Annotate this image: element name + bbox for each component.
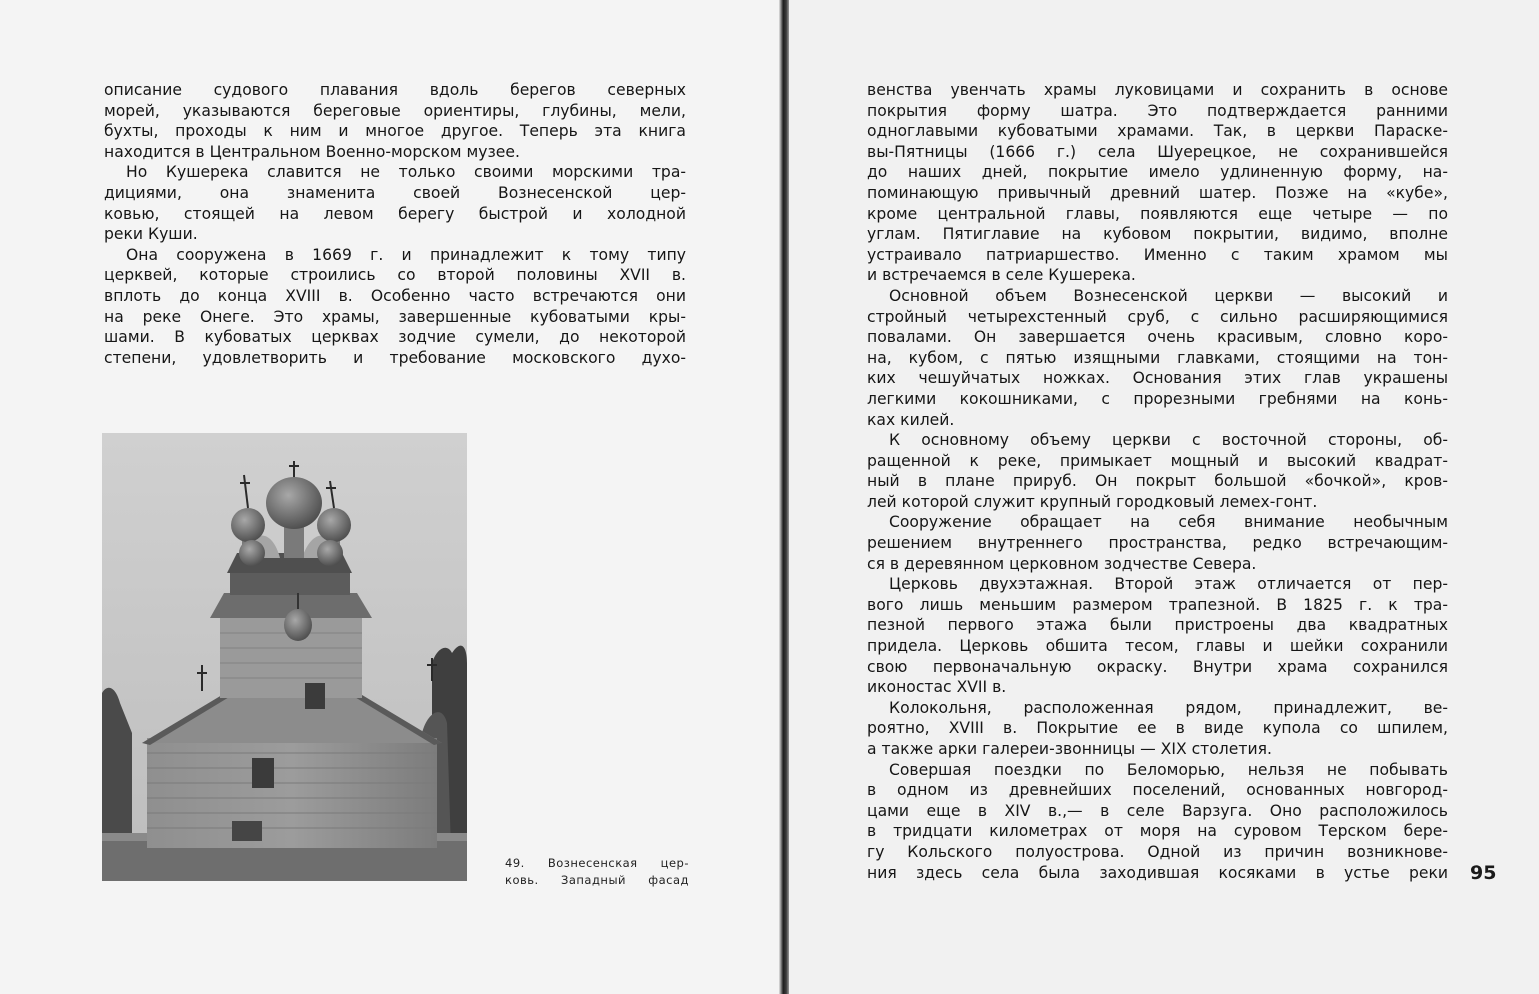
text-line: ния здесь села была заходившая косяками в устье реки (867, 863, 1448, 882)
text-line: ся в деревянном церковном зодчестве Севера. (867, 554, 1257, 573)
text-line: решением внутреннего пространства, редко встречающим- (867, 534, 1448, 553)
text-line: иконостас XVII в. (867, 678, 1007, 697)
text-line: вплоть до конца XVIII в. Особенно часто встречаются они (104, 286, 686, 305)
text-line: придела. Церковь обшита тесом, главы и шейки сохранили (867, 637, 1448, 656)
text-line: церквей, которые строились со второй половины XVII в. (104, 266, 686, 285)
text-line: на реке Онеге. Это храмы, завершенные кубоватыми кры- (104, 307, 686, 326)
text-line: ковью, стоящей на левом берегу быстрой и холодной (104, 204, 686, 223)
text-line: ращенной к реке, примыкает мощный и высокий квадрат- (867, 451, 1448, 470)
text-line: в одном из древнейших поселений, основанных новгород- (867, 781, 1448, 800)
text-line: Совершая поездки по Беломорью, нельзя не побывать (889, 760, 1448, 779)
text-line: одноглавыми кубоватыми храмами. Так, в церкви Параске- (867, 122, 1448, 141)
text-line: роятно, XVIII в. Покрытие ее в виде купола со шпилем, (867, 719, 1448, 738)
text-line: покрытия форму шатра. Это подтверждается ранними (867, 101, 1448, 120)
text-line: бухты, проходы к ним и многое другое. Теперь эта книга (104, 122, 686, 141)
right-page-text (867, 80, 1448, 883)
text-line: углам. Пятиглавие на кубовом покрытии, видимо, вполне (867, 225, 1448, 244)
text-line: до наших дней, покрытие имело удлиненную форму, на- (867, 163, 1448, 182)
text-line: венства увенчать храмы луковицами и сохранить в основе (867, 81, 1448, 99)
text-line: Церковь двухэтажная. Второй этаж отличается от пер- (889, 575, 1448, 594)
text-line: дициями, она знаменита своей Вознесенской цер- (104, 183, 686, 202)
text-line: Она сооружена в 1669 г. и принадлежит к тому типу (126, 245, 686, 264)
text-line: вого лишь меньшим размером трапезной. В 1825 г. к тра- (867, 595, 1448, 614)
left-page-text (104, 80, 686, 368)
text-line: ный в плане прируб. Он покрыт большой «бочкой», кров- (867, 472, 1448, 491)
text-line: ках килей. (867, 410, 955, 429)
text-line: кроме центральной главы, появляются еще четыре — по (867, 204, 1448, 223)
text-line: пезной первого этажа были пристроены два квадратных (867, 616, 1448, 635)
text-line: а также арки галереи-звонницы — XIX столетия. (867, 740, 1272, 758)
church-photo (102, 433, 467, 881)
text-line: легкими кокошниками, с прорезными гребнями на конь- (867, 389, 1448, 408)
text-line: находится в Центральном Военно-морском музее. (104, 142, 520, 161)
photo-caption (505, 855, 689, 889)
text-line: шами. В кубоватых церквах зодчие сумели, до некоторой (104, 328, 686, 347)
text-line: повалами. Он завершается очень красивым, словно коро- (867, 328, 1448, 347)
caption-line: ковь. Западный фасад (505, 873, 689, 887)
text-line: в тридцати километрах от моря на суровом Терском бере- (867, 822, 1448, 841)
text-line: свою первоначальную окраску. Внутри храма сохранился (867, 657, 1448, 676)
text-line: вы-Пятницы (1666 г.) села Шуерецкое, не сохранившейся (867, 142, 1448, 161)
text-line: лей которой служит крупный городковый лемех-гонт. (867, 492, 1318, 511)
page-number: 95 (1470, 862, 1497, 884)
text-line: морей, указываются береговые ориентиры, глубины, мели, (104, 101, 686, 120)
text-line: стройный четырехстенный сруб, с сильно расширяющимися (867, 307, 1448, 326)
text-line: цами еще в XIV в.,— в селе Варзуга. Оно расположилось (867, 801, 1448, 820)
text-line: реки Куши. (104, 225, 198, 244)
text-line: Но Кушерека славится не только своими морскими тра- (126, 163, 686, 182)
caption-line: 49. Вознесенская цер- (505, 856, 689, 870)
text-line: Сооружение обращает на себя внимание необычным (889, 513, 1448, 532)
text-line: описание судового плавания вдоль берегов северных (104, 81, 686, 99)
text-line: устраивало патриаршество. Именно с таким храмом мы (867, 245, 1448, 264)
text-line: Основной объем Вознесенской церкви — высокий и (889, 286, 1448, 305)
text-line: на, кубом, с пятью изящными главками, стоящими на тон- (867, 348, 1448, 367)
text-line: степени, удовлетворить и требование московского духо- (104, 348, 686, 367)
text-line: Колокольня, расположенная рядом, принадлежит, ве- (889, 698, 1448, 717)
text-line: поминающую привычный древний шатер. Позже на «кубе», (867, 183, 1448, 202)
text-line: К основному объему церкви с восточной стороны, об- (889, 431, 1448, 450)
text-line: и встречаемся в селе Кушерека. (867, 266, 1136, 285)
text-line: ких чешуйчатых ножках. Основания этих глав украшены (867, 369, 1448, 388)
text-line: гу Кольского полуострова. Одной из причин возникнове- (867, 842, 1448, 861)
